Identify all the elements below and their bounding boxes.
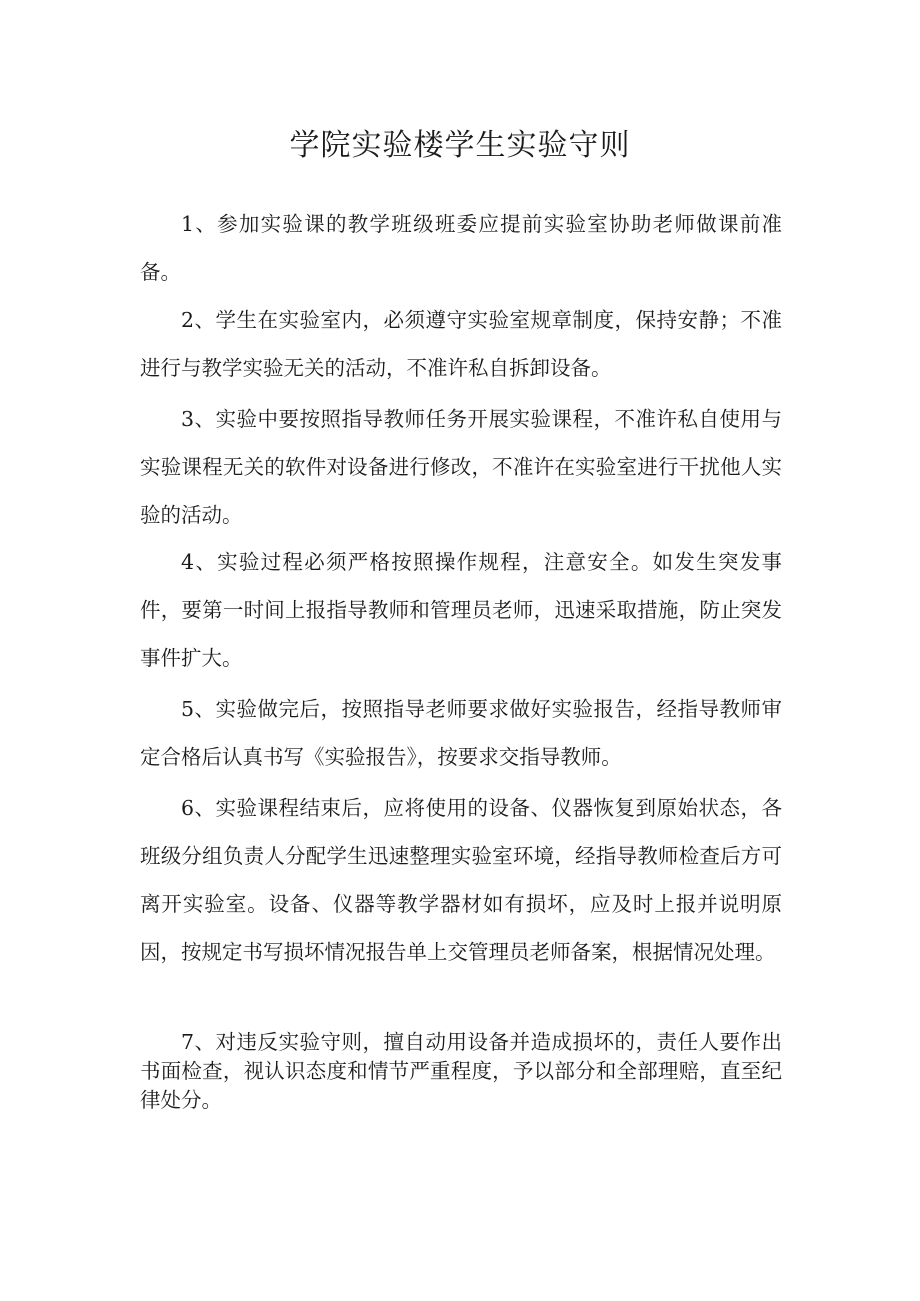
rule-paragraph-2: 2、学生在实验室内，必须遵守实验室规章制度，保持安静；不准进行与教学实验无关的活动，不准许私自拆卸设备。 <box>140 308 782 380</box>
rule-paragraph-7: 7、对违反实验守则，擅自动用设备并造成损坏的，责任人要作出书面检查，视认识态度和情节严重程度，予以部分和全部理赔，直至纪律处分。 <box>140 1030 782 1112</box>
rule-paragraph-6: 6、实验课程结束后，应将使用的设备、仪器恢复到原始状态，各班级分组负责人分配学生迅速整理实验室环境，经指导教师检查后方可离开实验室。设备、仪器等教学器材如有损坏，应及时上报并说明原因，按规定书写损坏情况报告单上交管理员老师备案，根据情况处理。 <box>140 796 782 964</box>
rule-paragraph-5: 5、实验做完后，按照指导老师要求做好实验报告，经指导教师审定合格后认真书写《实验报告》，按要求交指导教师。 <box>140 697 782 769</box>
rule-paragraph-4: 4、实验过程必须严格按照操作规程，注意安全。如发生突发事件，要第一时间上报指导教师和管理员老师，迅速采取措施，防止突发事件扩大。 <box>140 550 782 670</box>
document-title: 学院实验楼学生实验守则 <box>289 128 631 163</box>
rule-paragraph-1: 1、参加实验课的教学班级班委应提前实验室协助老师做课前准备。 <box>140 212 782 284</box>
rule-paragraph-3: 3、实验中要按照指导教师任务开展实验课程，不准许私自使用与实验课程无关的软件对设备进行修改，不准许在实验室进行干扰他人实验的活动。 <box>140 407 782 527</box>
